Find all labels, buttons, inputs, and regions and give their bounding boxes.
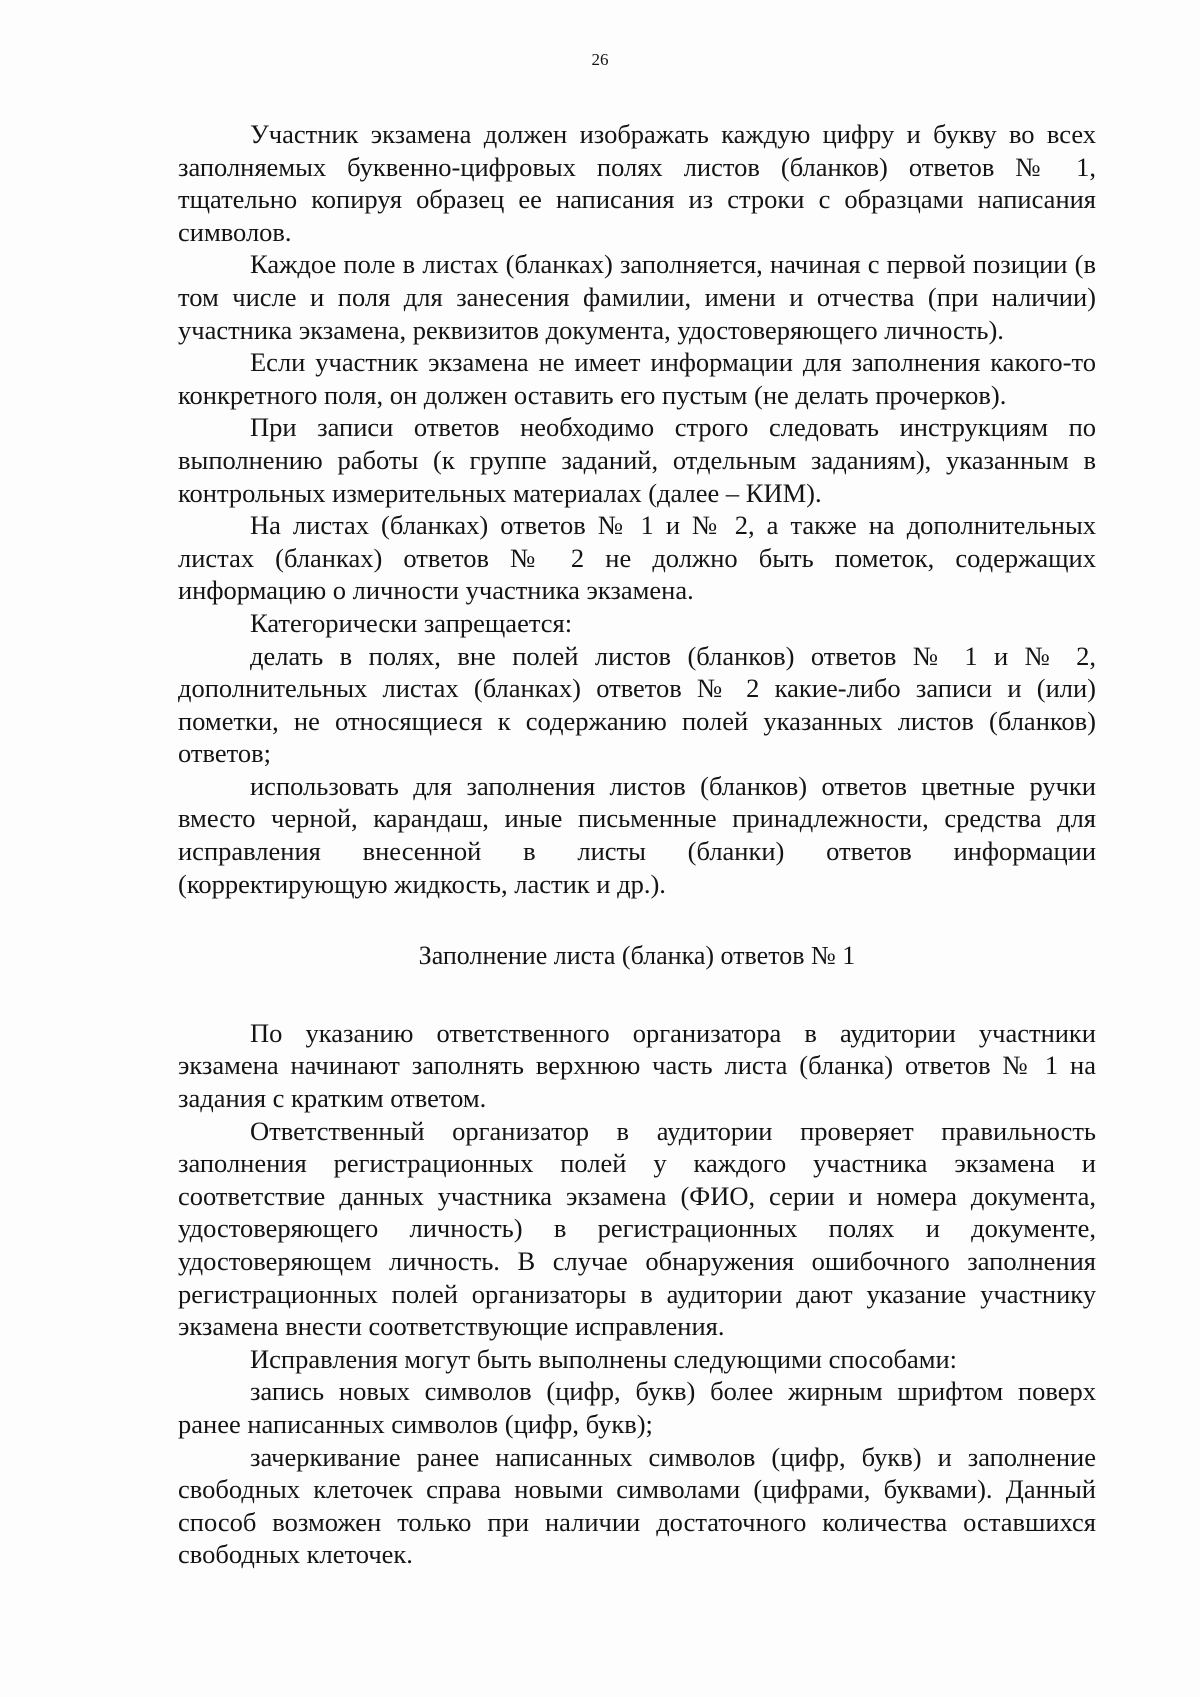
paragraph-correction-methods: Исправления могут быть выполнены следующими способами:	[250, 1343, 958, 1374]
section-heading: Заполнение листа (бланка) ответов № 1	[418, 941, 856, 971]
paragraph-prohibited-marks: делать в полях, вне полей листов (бланков) ответов № 1 и № 2, дополнительных листах (бланках) ответов № 2 какие-либо записи и (или) пометки, не относящиеся к содержанию полей указанных листов (бланков) ответов;	[178, 640, 1096, 769]
paragraph-start-filling: По указанию ответственного организатора в аудитории участники экзамена начинают заполнять верхнюю часть листа (бланка) ответов № 1 на задания с кратким ответом.	[178, 1017, 1096, 1114]
paragraph-field-start: Каждое поле в листах (бланках) заполняется, начиная с первой позиции (в том числе и поля для занесения фамилии, имени и отчества (при наличии) участника экзамена, реквизитов документа, удостоверяющего личность).	[178, 249, 1096, 345]
paragraph-prohibited-pens: использовать для заполнения листов (бланков) ответов цветные ручки вместо черной, карандаш, иные письменные принадлежности, средства для исправления внесенной в листы (бланки) ответов информации (корректирующую жидкость, ластик и др.).	[178, 770, 1096, 899]
paragraph-symbol-rules: Участник экзамена должен изображать каждую цифру и букву во всех заполняемых буквенно-цифровых полях листов (бланков) ответов № 1, тщательно копируя образец ее написания из строки с образцами написания символов.	[178, 119, 1096, 247]
paragraph-empty-field: Если участник экзамена не имеет информации для заполнения какого-то конкретного поля, он должен оставить его пустым (не делать прочерков).	[178, 347, 1096, 410]
paragraph-follow-instructions: При записи ответов необходимо строго следовать инструкциям по выполнению работы (к группе заданий, отдельным заданиям), указанным в контрольных измерительных материалах (далее – КИМ).	[178, 412, 1096, 508]
paragraph-correction-bold: запись новых символов (цифр, букв) более жирным шрифтом поверх ранее написанных символов (цифр, букв);	[178, 1376, 1096, 1439]
paragraph-prohibited-intro: Категорически запрещается:	[250, 607, 573, 638]
paragraph-no-personal-marks: На листах (бланках) ответов № 1 и № 2, а также на дополнительных листах (бланках) ответов № 2 не должно быть пометок, содержащих информацию о личности участника экзамена.	[178, 510, 1096, 606]
paragraph-correction-strike: зачеркивание ранее написанных символов (цифр, букв) и заполнение свободных клеточек справа новыми символами (цифрами, буквами). Данный способ возможен только при наличии достаточного количества оставшихся свободных клеточек.	[178, 1441, 1096, 1570]
paragraph-organizer-check: Ответственный организатор в аудитории проверяет правильность заполнения регистрационных полей у каждого участника экзамена и соответствие данных участника экзамена (ФИО, серии и номера документа, удостоверяющего личность) в регистрационных полях и документе, удостоверяющем личность. В случае обнаружения ошибочного заполнения регистрационных полей организаторы в аудитории дают указание участнику экзамена внести соответствующие исправления.	[178, 1115, 1096, 1342]
page-number: 26	[591, 50, 609, 69]
document-body	[178, 118, 1096, 1571]
